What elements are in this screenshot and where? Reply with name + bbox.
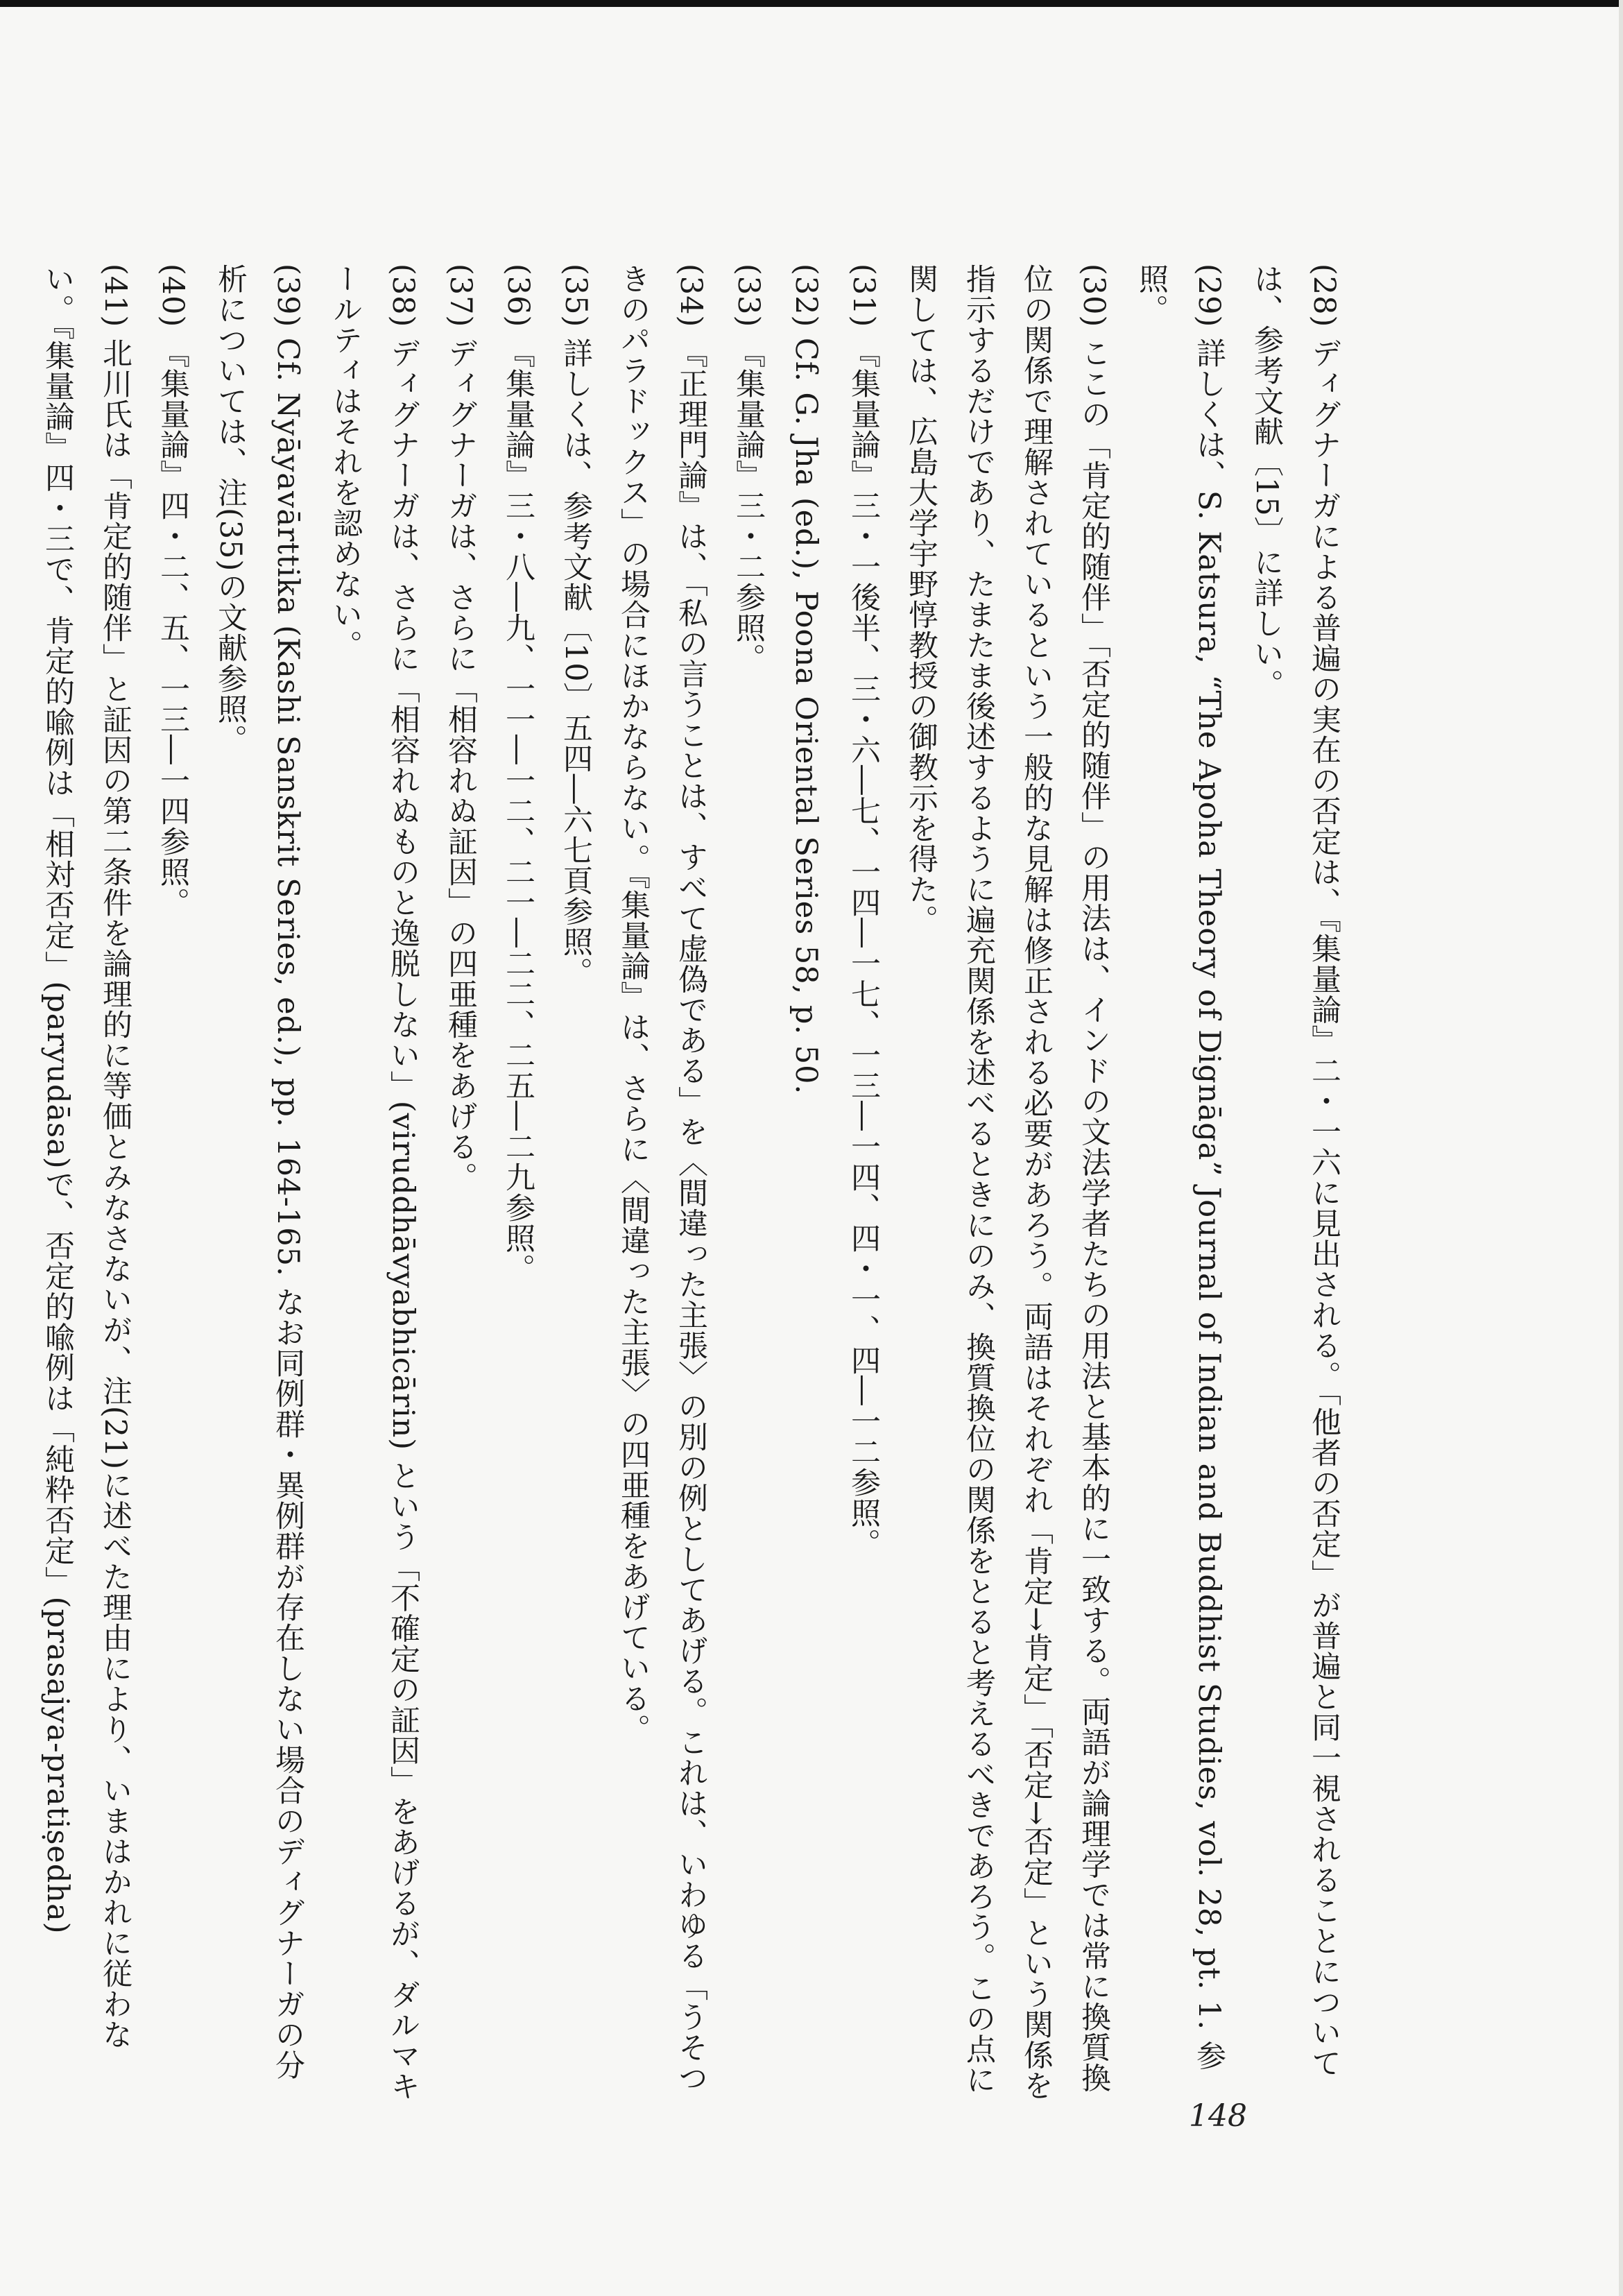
footnote-text: (33) 『集量論』三・二参照。: [731, 264, 766, 674]
footnote-text: (36) 『集量論』三・八―九、一一―一二、二一―二二、二五―二九参照。: [501, 264, 535, 1284]
footnote-text: (35) 詳しくは、参考文献〔10〕五四―六七頁参照。: [558, 264, 593, 988]
footnotes-column: [28, 264, 1352, 2102]
footnote-34: [604, 264, 719, 2102]
footnote-text: (31) 『集量論』三・一後半、三・六―七、一四―一七、一三―一四、四・一、四―一二参照。: [846, 264, 881, 1559]
footnote-37: [431, 264, 489, 2102]
footnote-41: [28, 264, 144, 2102]
footnote-40: [144, 264, 201, 2102]
footnote-text: (41) 北川氏は「肯定的随伴」と証因の第二条件を論理的に等価とみなさないが、注(21)に述べた理由により、いまはかれに従わない。『集量論』四・三で、肯定的喩例は「相対否定」(paryudāsa)で、否定的喩例は「純粋否定」(prasajya-pratiṣedha): [40, 264, 132, 2050]
footnote-35: [547, 264, 604, 2102]
footnote-text: (34) 『正理門論』は、「私の言うことは、すべて虚偽である」を〈間違った主張〉の別の例としてあげる。これは、いわゆる「うそつきのパラドックス」の場合にほかならない。『集量論』は、さらに〈間違った主張〉の四亜種をあげている。: [616, 264, 708, 2093]
footnote-32: [777, 264, 834, 2102]
footnote-text: (30) ここの「肯定的随伴」「否定的随伴」の用法は、インドの文法学者たちの用法と基本的に一致する。両語が論理学では常に換質換位の関係で理解されているという一般的な見解は修正される必要があろう。両語はそれぞれ「肯定→肯定」「否定→否定」という関係を指示するだけであり、たまたま後述するように遍充関係を述べるときにのみ、換質換位の関係をとると考えるべきであろう。この点に関しては、広島大学宇野惇教授の御教示を得た。: [904, 264, 1111, 2101]
page-number: 148: [1189, 2098, 1247, 2134]
footnote-30: [892, 264, 1122, 2102]
footnote-39: [201, 264, 316, 2102]
footnote-text: (28) ディグナーガによる普遍の実在の否定は、『集量論』二・一六に見出される。「他者の否定」が普遍と同一視されることについては、参考文献〔15〕に詳しい。: [1249, 264, 1341, 2078]
footnote-36: [489, 264, 547, 2102]
footnote-text: (38) ディグナーガは、さらに「相容れぬものと逸脱しない」(viruddhāvyabhicārin) という「不確定の証因」をあげるが、ダルマキールティはそれを認めない。: [328, 264, 420, 2102]
footnote-text: (32) Cf. G. Jha (ed.), Poona Oriental Series 58, p. 50.: [789, 264, 823, 1095]
footnote-text: (40) 『集量論』四・二、五、一三―一四参照。: [155, 264, 190, 918]
footnote-38: [316, 264, 431, 2102]
footnote-29: [1122, 264, 1237, 2102]
footnote-text: (37) ディグナーガは、さらに「相容れぬ証因」の四亜種をあげる。: [443, 264, 478, 1192]
footnote-33: [719, 264, 777, 2102]
footnote-31: [834, 264, 892, 2102]
page-edge: [1619, 0, 1623, 2296]
footnote-text: (39) Cf. Nyāyavārttika (Kashi Sanskrit Series, ed.), pp. 164-165. なお同例群・異例群が存在しない場合のディグナーガの分析については、注(35)の文献参照。: [213, 264, 305, 2081]
footnote-28: [1237, 264, 1352, 2102]
footnote-text: (29) 詳しくは、S. Katsura, “The Apoha Theory of Dignāga” Journal of Indian and Buddhist Studies, vol. 28, pt. 1. 参照。: [1134, 264, 1226, 2071]
top-border: [0, 0, 1623, 7]
